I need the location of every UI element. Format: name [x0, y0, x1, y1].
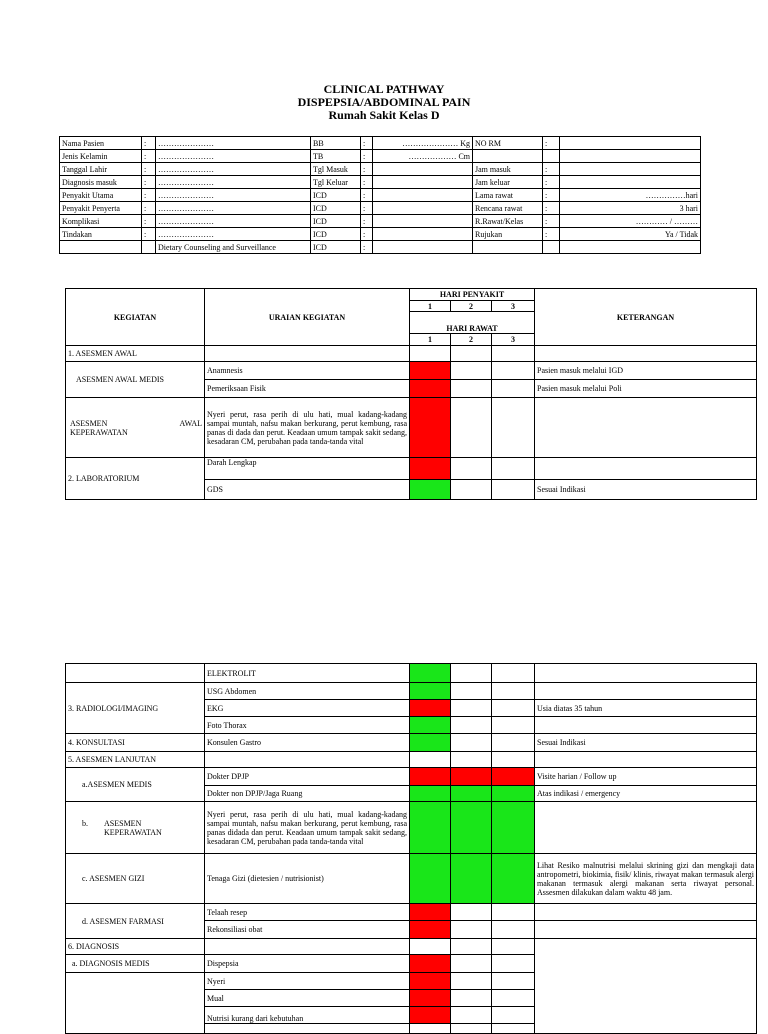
keperawatan-word: KEPERAWATAN: [104, 827, 162, 837]
field-colon: :: [142, 137, 156, 150]
field-label: R.Rawat/Kelas: [473, 215, 543, 228]
day1-cell: [410, 990, 451, 1007]
asesmen-keperawatan-b: [66, 802, 205, 854]
field-colon: :: [543, 228, 560, 241]
field-colon: :: [361, 228, 373, 241]
field-label: Lama rawat: [473, 189, 543, 202]
document-title: [0, 83, 768, 122]
day1-cell: [410, 664, 451, 683]
patient-info-row: [60, 163, 701, 176]
day1-cell: [410, 362, 451, 380]
field-label: Penyakit Penyerta: [60, 202, 142, 215]
day2-cell: [451, 786, 492, 802]
asesmen-word: ASESMEN: [104, 818, 142, 828]
gds-note: Sesuai Indikasi: [535, 480, 757, 500]
rekonsiliasi-label: Rekonsiliasi obat: [205, 921, 410, 939]
anamnesis-note: Pasien masuk melalui IGD: [535, 362, 757, 380]
telaah-resep-label: Telaah resep: [205, 904, 410, 921]
usg-label: USG Abdomen: [205, 683, 410, 700]
field-label: ICD: [311, 215, 361, 228]
keperawatan-lanjutan-description: Nyeri perut, rasa perih di ulu hati, mual kadang-kadang sampai muntah, nafsu makan berkurang, perut kembung, rasa panas didada dan perut. Keadaan umum tampak sakit sedang, kesadaran CM, perubahan pada tanda-tanda vital: [205, 802, 410, 854]
field-label: Tanggal Lahir: [60, 163, 142, 176]
field-colon: :: [361, 137, 373, 150]
konsulen-note: Sesuai Indikasi: [535, 734, 757, 752]
day1-cell: [410, 1007, 451, 1024]
day3-cell: [492, 786, 535, 802]
patient-info-row: [60, 176, 701, 189]
hari-penyakit-2: 2: [451, 301, 492, 312]
field-label: ICD: [311, 241, 361, 254]
section-asesmen-lanjutan: 5. ASESMEN LANJUTAN: [66, 752, 205, 768]
section-radiologi: 3. RADIOLOGI/IMAGING: [66, 683, 205, 734]
day1-cell: [410, 904, 451, 921]
diagnosis-medis-label: a. DIAGNOSIS MEDIS: [66, 955, 205, 973]
field-value: [373, 202, 473, 215]
field-colon: :: [142, 163, 156, 176]
field-value: …………………: [156, 202, 311, 215]
day3-cell: [492, 802, 535, 854]
field-colon: :: [142, 176, 156, 189]
asesmen-keperawatan-label: [66, 398, 205, 458]
asesmen-word: ASESMEN: [70, 418, 108, 428]
hari-rawat-3: 3: [492, 334, 535, 346]
field-colon: :: [142, 215, 156, 228]
field-value: ………… / ………: [560, 215, 701, 228]
gds-label: GDS: [205, 480, 410, 500]
day2-cell: [451, 802, 492, 854]
item-b-marker: b.: [82, 818, 88, 828]
mual-label: Mual: [205, 990, 410, 1007]
field-colon: :: [543, 163, 560, 176]
pathway-table-2: [65, 663, 757, 1034]
non-dpjp-label: Dokter non DPJP/Jaga Ruang: [205, 786, 410, 802]
col-uraian-header: URAIAN KEGIATAN: [205, 289, 410, 346]
field-value: …………………: [156, 150, 311, 163]
field-colon: :: [142, 189, 156, 202]
non-dpjp-note: Atas indikasi / emergency: [535, 786, 757, 802]
field-value: ……………hari: [560, 189, 701, 202]
field-colon: :: [543, 202, 560, 215]
patient-info-row: [60, 137, 701, 150]
field-value: Ya / Tidak: [560, 228, 701, 241]
field-value: …………………: [156, 228, 311, 241]
field-value: [560, 176, 701, 189]
day1-cell: [410, 786, 451, 802]
field-value: [373, 241, 473, 254]
field-label: Komplikasi: [60, 215, 142, 228]
field-label: Tindakan: [60, 228, 142, 241]
field-label: BB: [311, 137, 361, 150]
field-label: Rujukan: [473, 228, 543, 241]
field-label: Tgl Keluar: [311, 176, 361, 189]
patient-info-row: [60, 228, 701, 241]
field-value: [373, 228, 473, 241]
field-label: [473, 150, 543, 163]
field-value: [373, 176, 473, 189]
field-label: Nama Pasien: [60, 137, 142, 150]
field-colon: :: [543, 215, 560, 228]
section-asesmen-awal: 1. ASESMEN AWAL: [66, 346, 205, 362]
field-value: ………………… Kg: [373, 137, 473, 150]
field-colon: :: [543, 137, 560, 150]
asesmen-gizi-label: c. ASESMEN GIZI: [66, 854, 205, 904]
title-line-3: Rumah Sakit Kelas D: [328, 108, 440, 122]
field-colon: :: [361, 176, 373, 189]
dpjp-note: Visite harian / Follow up: [535, 768, 757, 786]
field-colon: :: [142, 202, 156, 215]
hari-penyakit-header: HARI PENYAKIT: [410, 289, 535, 301]
dispepsia-label: Dispepsia: [205, 955, 410, 973]
darah-lengkap-label: Darah Lengkap: [205, 458, 410, 480]
field-value: …………………: [156, 163, 311, 176]
field-value: [373, 215, 473, 228]
day1-cell: [410, 955, 451, 973]
title-line-1: CLINICAL PATHWAY: [323, 82, 445, 96]
field-colon: :: [361, 241, 373, 254]
day1-cell: [410, 734, 451, 752]
asesmen-farmasi-label: d. ASESMEN FARMASI: [66, 904, 205, 939]
field-label: Penyakit Utama: [60, 189, 142, 202]
col-keterangan-header: KETERANGAN: [535, 289, 757, 346]
hari-rawat-2: 2: [451, 334, 492, 346]
field-label: Diagnosis masuk: [60, 176, 142, 189]
field-label: [60, 241, 142, 254]
field-label: ICD: [311, 228, 361, 241]
day1-cell: [410, 398, 451, 458]
patient-info-table: [59, 136, 701, 254]
day1-cell: [410, 921, 451, 939]
hari-penyakit-3: 3: [492, 301, 535, 312]
field-label: TB: [311, 150, 361, 163]
field-colon: :: [361, 202, 373, 215]
keperawatan-word: KEPERAWATAN: [70, 427, 128, 437]
field-colon: [142, 241, 156, 254]
foto-thorax-label: Foto Thorax: [205, 717, 410, 734]
field-colon: [543, 241, 560, 254]
section-diagnosis: 6. DIAGNOSIS: [66, 939, 205, 955]
gizi-description: Tenaga Gizi (dietesien / nutrisionist): [205, 854, 410, 904]
field-value: [560, 137, 701, 150]
asesmen-awal-medis-label: ASESMEN AWAL MEDIS: [66, 362, 205, 398]
day3-cell: [492, 768, 535, 786]
keperawatan-description: Nyeri perut, rasa perih di ulu hati, mual kadang-kadang sampai muntah, nafsu makan berkurang, perut kembung, rasa panas di dada dan perut. Keadaan umum tampak sakit sedang, kesadaran CM, perubahan pada tanda-tanda vital: [205, 398, 410, 458]
field-colon: :: [361, 163, 373, 176]
field-label: ICD: [311, 202, 361, 215]
field-colon: :: [142, 228, 156, 241]
field-value: …………………: [156, 215, 311, 228]
field-colon: :: [361, 215, 373, 228]
field-value: [373, 189, 473, 202]
ekg-label: EKG: [205, 700, 410, 717]
title-line-2: DISPEPSIA/ABDOMINAL PAIN: [297, 95, 471, 109]
field-label: Tgl Masuk: [311, 163, 361, 176]
field-value: [560, 241, 701, 254]
field-label: Jam masuk: [473, 163, 543, 176]
section-konsultasi: 4. KONSULTASI: [66, 734, 205, 752]
day1-cell: [410, 480, 451, 500]
ekg-note: Usia diatas 35 tahun: [535, 700, 757, 717]
hari-penyakit-1: 1: [410, 301, 451, 312]
field-value: 3 hari: [560, 202, 701, 215]
field-colon: [543, 150, 560, 163]
day1-cell: [410, 458, 451, 480]
gizi-note: Lihat Resiko malnutrisi melalui skrining gizi dan mengkaji data antropometri, biokimia, fisik/ klinis, riwayat makan termasuk alergi makanan termasuk alergi makanan serta riwayat personal. Assesmen dilakukan dalam waktu 48 jam.: [535, 854, 757, 904]
field-colon: :: [361, 150, 373, 163]
day3-cell: [492, 854, 535, 904]
field-colon: :: [543, 176, 560, 189]
field-value: [560, 150, 701, 163]
day1-cell: [410, 854, 451, 904]
day2-cell: [451, 854, 492, 904]
hari-rawat-header: HARI RAWAT: [410, 312, 535, 334]
col-kegiatan-header: KEGIATAN: [66, 289, 205, 346]
nutrisi-label: Nutrisi kurang dari kebutuhan: [205, 1007, 410, 1024]
pemeriksaan-note: Pasien masuk melalui Poli: [535, 380, 757, 398]
day2-cell: [451, 768, 492, 786]
field-value: …………………: [156, 176, 311, 189]
day1-cell: [410, 700, 451, 717]
hari-rawat-1: 1: [410, 334, 451, 346]
field-colon: :: [543, 189, 560, 202]
field-colon: :: [142, 150, 156, 163]
patient-info-row: [60, 189, 701, 202]
field-value: …………………: [156, 189, 311, 202]
patient-info-row: [60, 150, 701, 163]
section-laboratorium: 2. LABORATORIUM: [66, 458, 205, 500]
field-label: Jenis Kelamin: [60, 150, 142, 163]
elektrolit-label: ELEKTROLIT: [205, 664, 410, 683]
field-label: [473, 241, 543, 254]
day1-cell: [410, 683, 451, 700]
day1-cell: [410, 973, 451, 990]
patient-info-row: [60, 202, 701, 215]
nyeri-label: Nyeri: [205, 973, 410, 990]
field-value: ……………… Cm: [373, 150, 473, 163]
field-label: Rencana rawat: [473, 202, 543, 215]
field-colon: :: [361, 189, 373, 202]
dpjp-label: Dokter DPJP: [205, 768, 410, 786]
konsulen-label: Konsulen Gastro: [205, 734, 410, 752]
anamnesis-label: Anamnesis: [205, 362, 410, 380]
pathway-table-1: [65, 288, 757, 500]
patient-info-row: [60, 215, 701, 228]
asesmen-medis-label: a.ASESMEN MEDIS: [66, 768, 205, 802]
day1-cell: [410, 802, 451, 854]
field-value: Dietary Counseling and Surveillance: [156, 241, 311, 254]
field-label: NO RM: [473, 137, 543, 150]
field-value: [560, 163, 701, 176]
diagnosis-keperawatan-cell: [66, 973, 205, 1034]
day1-cell: [410, 768, 451, 786]
field-value: [373, 163, 473, 176]
diagnosis-note-cell: [535, 939, 757, 1034]
patient-info-row: [60, 241, 701, 254]
field-label: ICD: [311, 189, 361, 202]
field-label: Jam keluar: [473, 176, 543, 189]
awal-word: AWAL: [179, 418, 202, 428]
field-value: …………………: [156, 137, 311, 150]
day1-cell: [410, 717, 451, 734]
pemeriksaan-label: Pemeriksaan Fisik: [205, 380, 410, 398]
day1-cell: [410, 380, 451, 398]
